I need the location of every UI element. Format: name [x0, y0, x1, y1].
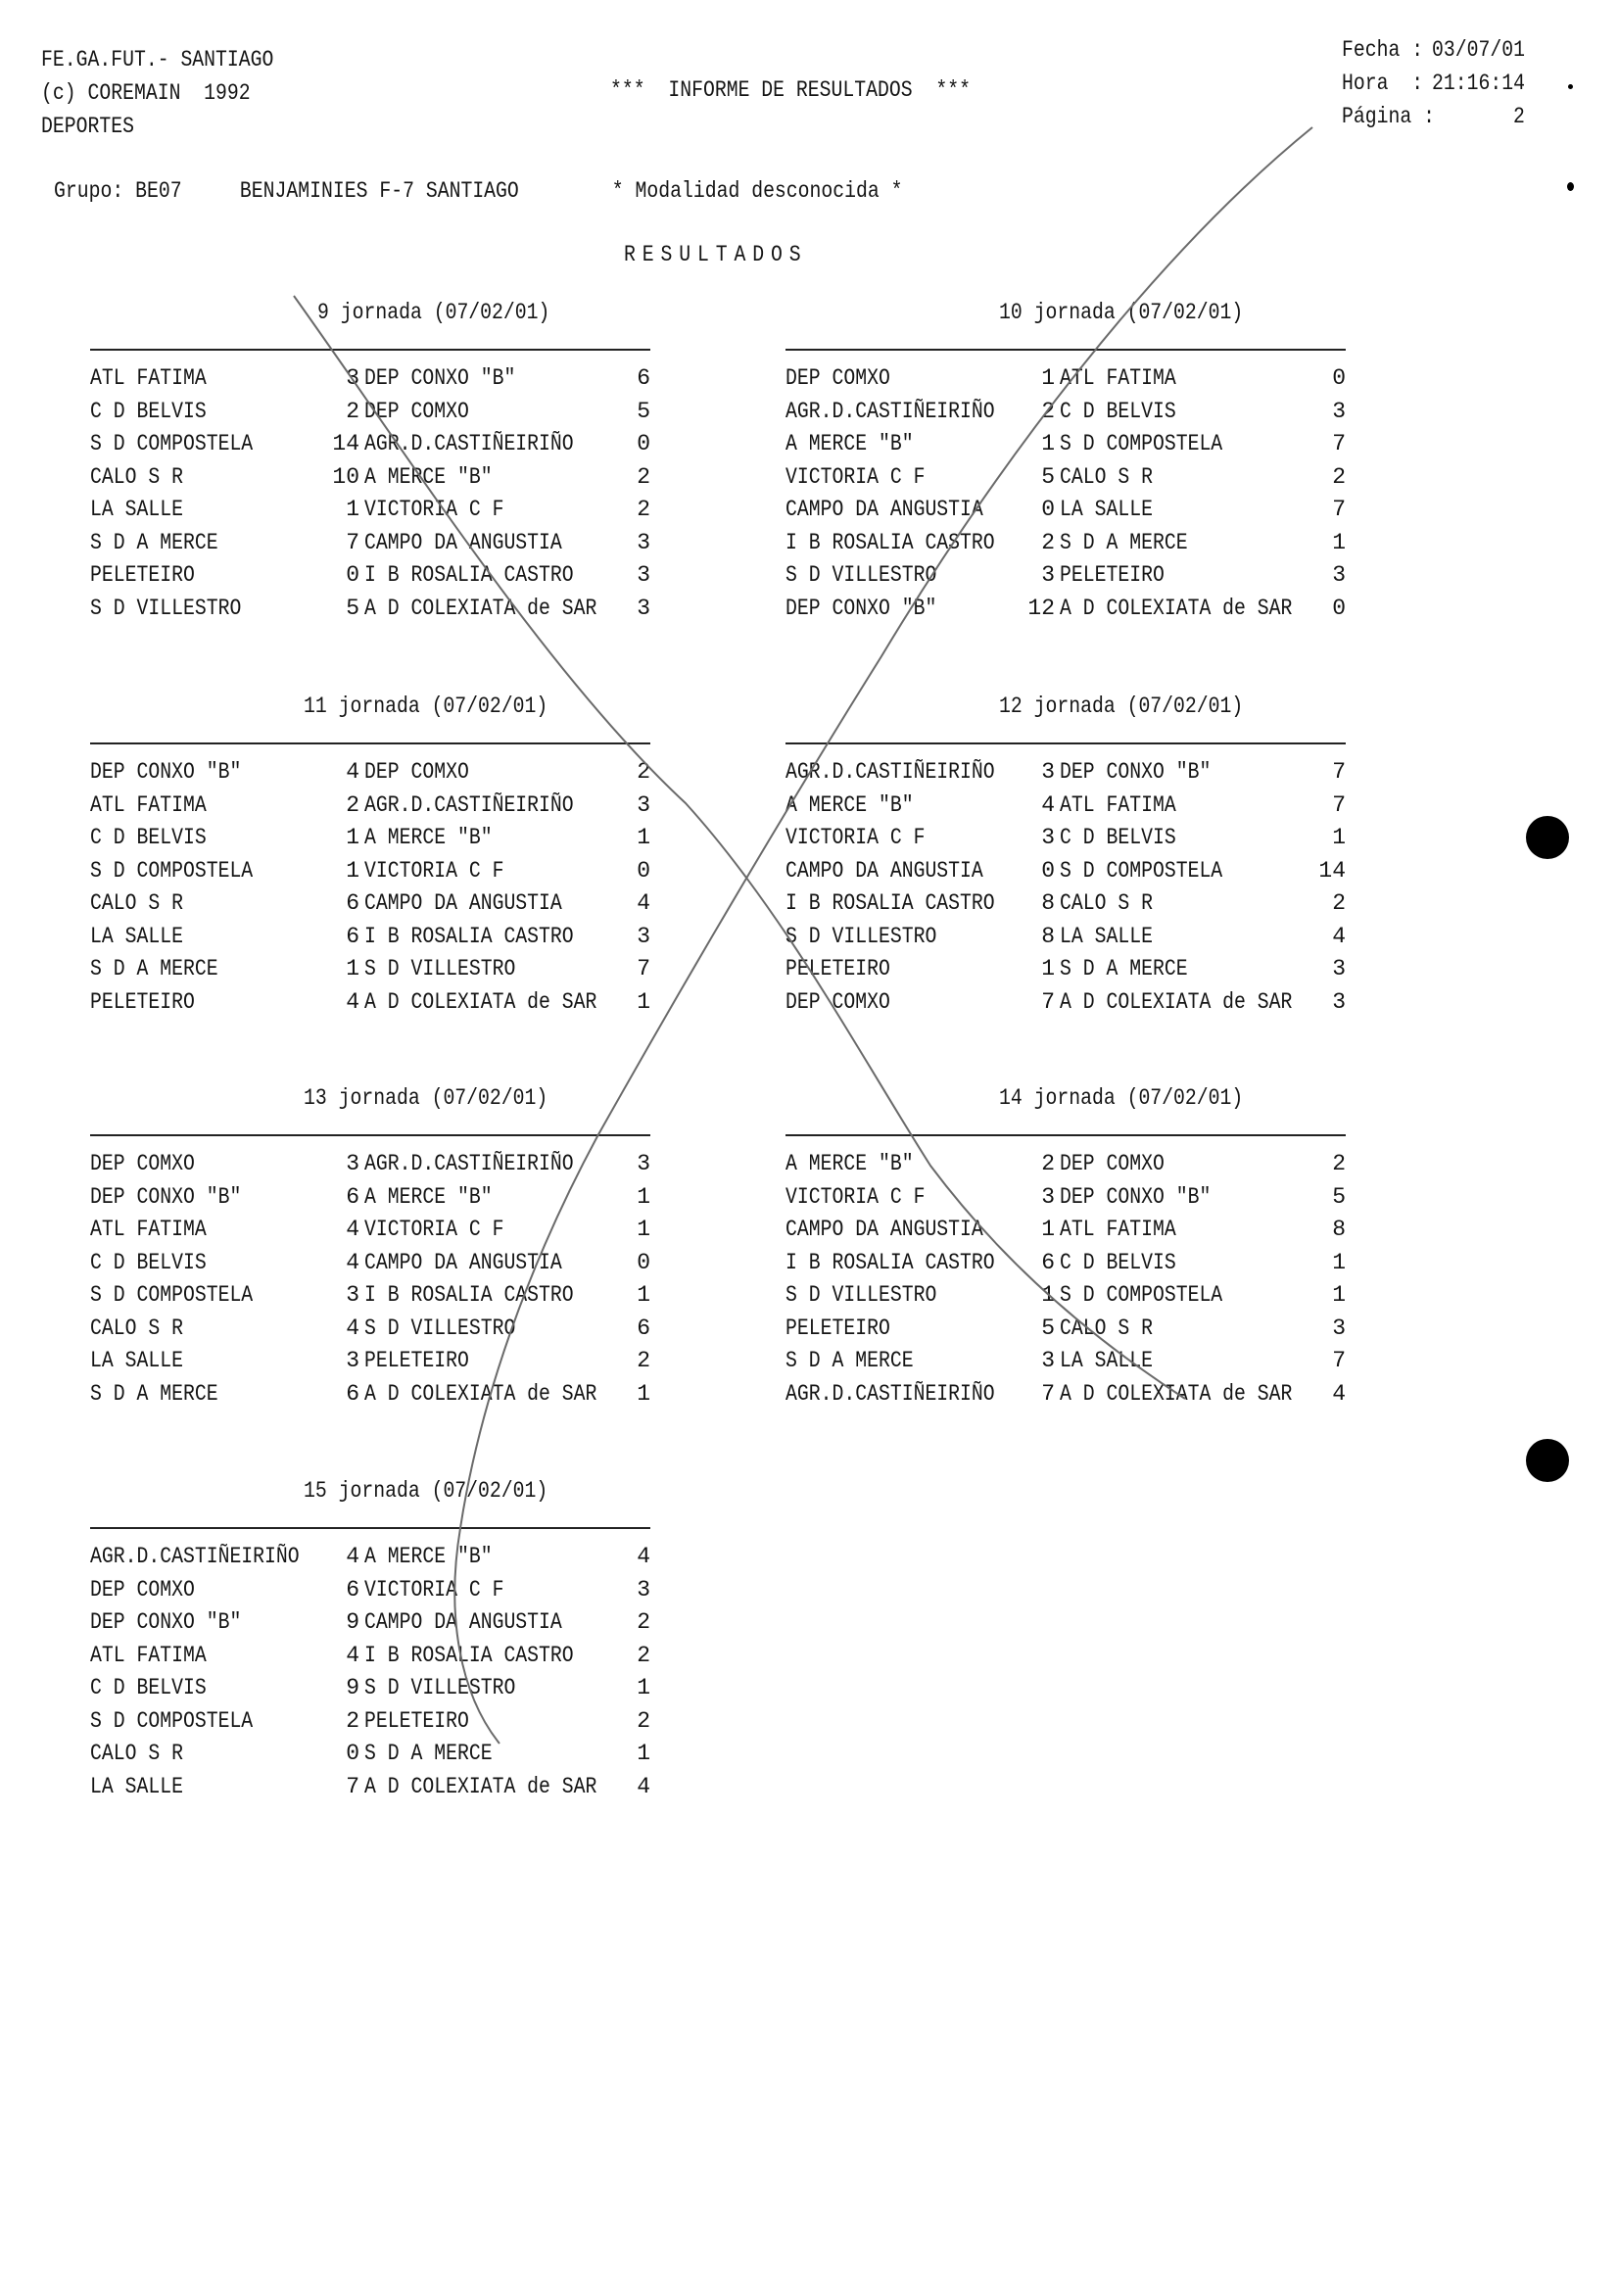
home-score: 0 [346, 1741, 359, 1766]
home-score: 3 [1041, 759, 1055, 785]
away-team: S D A MERCE [1060, 529, 1188, 555]
home-team: S D A MERCE [785, 1348, 914, 1373]
away-team: CALO S R [1060, 463, 1153, 490]
home-team: S D A MERCE [90, 529, 218, 555]
away-team: I B ROSALIA CASTRO [364, 562, 574, 588]
away-team: AGR.D.CASTIÑEIRIÑO [364, 1151, 574, 1176]
away-score: 7 [1332, 791, 1346, 818]
away-team: CAMPO DA ANGUSTIA [364, 1249, 562, 1275]
away-team: A D COLEXIATA de SAR [364, 595, 597, 621]
home-score: 8 [1041, 890, 1055, 916]
away-team: DEP CONXO "B" [364, 365, 516, 391]
home-score: 2 [1041, 398, 1055, 424]
round-title: 10 jornada (07/02/01) [999, 300, 1244, 325]
away-team: ATL FATIMA [1060, 1217, 1176, 1242]
home-team: LA SALLE [90, 497, 183, 522]
away-team: DEP CONXO "B" [1060, 759, 1212, 785]
home-score: 6 [346, 1576, 359, 1602]
home-team: AGR.D.CASTIÑEIRIÑO [785, 398, 995, 424]
home-team: DEP COMXO [90, 1576, 195, 1602]
away-team: A D COLEXIATA de SAR [364, 1773, 597, 1799]
away-score: 0 [1332, 595, 1346, 621]
away-score: 7 [1332, 759, 1346, 785]
home-score: 4 [1041, 791, 1055, 818]
away-score: 7 [1332, 431, 1346, 456]
home-team: S D VILLESTRO [90, 595, 242, 621]
home-team: S D VILLESTRO [785, 1282, 937, 1308]
away-score: 1 [637, 1183, 650, 1210]
away-team: A MERCE "B" [364, 1544, 493, 1569]
away-team: A MERCE "B" [364, 463, 493, 490]
home-team: S D A MERCE [90, 956, 218, 981]
home-score: 7 [1041, 1380, 1055, 1407]
home-team: AGR.D.CASTIÑEIRIÑO [785, 759, 995, 785]
away-score: 2 [1332, 890, 1346, 916]
home-score: 1 [1041, 1217, 1055, 1242]
home-score: 1 [346, 857, 359, 884]
away-score: 6 [637, 365, 650, 391]
away-score: 0 [1332, 365, 1346, 391]
round-title: 13 jornada (07/02/01) [304, 1085, 548, 1111]
home-score: 4 [346, 1217, 359, 1242]
away-team: VICTORIA C F [364, 497, 504, 522]
away-score: 14 [1318, 857, 1346, 884]
home-score: 12 [1027, 595, 1055, 621]
round-title: 9 jornada (07/02/01) [317, 300, 550, 325]
away-team: I B ROSALIA CASTRO [364, 1282, 574, 1308]
away-score: 7 [1332, 1348, 1346, 1373]
hora-label: Hora : [1342, 71, 1424, 96]
away-score: 1 [637, 1380, 650, 1407]
home-score: 0 [1041, 857, 1055, 884]
away-team: PELETEIRO [364, 1348, 469, 1373]
away-score: 4 [637, 1544, 650, 1569]
away-team: VICTORIA C F [364, 1217, 504, 1242]
home-team: C D BELVIS [90, 1249, 207, 1275]
away-score: 1 [637, 1675, 650, 1700]
pen-stroke-curve [454, 127, 1312, 1744]
group-line: Grupo: BE07 BENJAMINIES F-7 SANTIAGO * Modalidad desconocida * [54, 178, 903, 204]
away-team: S D A MERCE [1060, 956, 1188, 981]
away-team: VICTORIA C F [364, 857, 504, 884]
home-score: 6 [346, 1183, 359, 1210]
home-team: VICTORIA C F [785, 825, 926, 850]
away-team: A D COLEXIATA de SAR [364, 1380, 597, 1407]
away-score: 8 [1332, 1217, 1346, 1242]
pagina-label: Página : [1342, 104, 1435, 129]
away-score: 0 [637, 857, 650, 884]
away-score: 2 [637, 1642, 650, 1668]
home-team: DEP CONXO "B" [90, 759, 242, 785]
home-team: CAMPO DA ANGUSTIA [785, 857, 983, 884]
home-score: 6 [1041, 1249, 1055, 1275]
away-score: 2 [637, 1609, 650, 1635]
away-score: 3 [1332, 398, 1346, 424]
home-score: 3 [346, 365, 359, 391]
home-score: 4 [346, 1544, 359, 1569]
away-team: LA SALLE [1060, 497, 1153, 522]
away-score: 1 [1332, 825, 1346, 850]
away-score: 1 [1332, 529, 1346, 555]
away-team: AGR.D.CASTIÑEIRIÑO [364, 791, 574, 818]
home-team: CALO S R [90, 890, 183, 916]
home-team: DEP CONXO "B" [785, 595, 937, 621]
home-team: DEP COMXO [90, 1151, 195, 1176]
home-team: PELETEIRO [785, 956, 890, 981]
away-score: 1 [637, 825, 650, 850]
away-score: 3 [1332, 1315, 1346, 1341]
away-score: 2 [637, 1707, 650, 1734]
away-team: AGR.D.CASTIÑEIRIÑO [364, 431, 574, 456]
home-team: C D BELVIS [90, 825, 207, 850]
away-score: 3 [1332, 988, 1346, 1015]
round-title: 11 jornada (07/02/01) [304, 694, 548, 719]
home-score: 1 [346, 956, 359, 981]
home-team: I B ROSALIA CASTRO [785, 890, 995, 916]
away-score: 4 [637, 890, 650, 916]
away-team: DEP COMXO [1060, 1151, 1165, 1176]
away-team: S D VILLESTRO [364, 956, 516, 981]
away-score: 3 [637, 529, 650, 555]
home-team: A MERCE "B" [785, 1151, 914, 1176]
home-team: S D A MERCE [90, 1380, 218, 1407]
away-score: 1 [637, 988, 650, 1015]
home-team: S D COMPOSTELA [90, 1707, 254, 1734]
away-score: 0 [637, 1249, 650, 1275]
away-score: 3 [637, 595, 650, 621]
home-score: 1 [1041, 956, 1055, 981]
home-team: AGR.D.CASTIÑEIRIÑO [785, 1380, 995, 1407]
away-team: S D A MERCE [364, 1741, 493, 1766]
home-team: S D COMPOSTELA [90, 857, 254, 884]
header-copyright: (c) COREMAIN 1992 [41, 80, 251, 106]
away-score: 5 [1332, 1183, 1346, 1210]
away-score: 0 [637, 431, 650, 456]
home-score: 3 [1041, 1348, 1055, 1373]
away-score: 3 [1332, 956, 1346, 981]
away-team: S D COMPOSTELA [1060, 431, 1223, 456]
away-score: 2 [637, 1348, 650, 1373]
home-team: CALO S R [90, 463, 183, 490]
pen-stroke-diagonal [294, 296, 1185, 1399]
home-team: ATL FATIMA [90, 365, 207, 391]
away-team: A MERCE "B" [364, 1183, 493, 1210]
header-org: FE.GA.FUT.- SANTIAGO [41, 47, 274, 72]
away-team: CALO S R [1060, 1315, 1153, 1341]
away-team: S D COMPOSTELA [1060, 1282, 1223, 1308]
home-score: 5 [346, 595, 359, 621]
away-team: CALO S R [1060, 890, 1153, 916]
home-score: 7 [346, 529, 359, 555]
away-team: C D BELVIS [1060, 825, 1176, 850]
home-score: 4 [346, 759, 359, 785]
away-score: 2 [637, 759, 650, 785]
away-team: LA SALLE [1060, 1348, 1153, 1373]
hora-value: 21:16:14 [1432, 71, 1525, 96]
away-score: 3 [637, 923, 650, 949]
home-team: A MERCE "B" [785, 791, 914, 818]
home-score: 1 [346, 825, 359, 850]
away-team: A D COLEXIATA de SAR [1060, 595, 1293, 621]
home-team: CALO S R [90, 1741, 183, 1766]
home-team: LA SALLE [90, 923, 183, 949]
home-team: CAMPO DA ANGUSTIA [785, 497, 983, 522]
home-team: VICTORIA C F [785, 463, 926, 490]
home-team: ATL FATIMA [90, 1217, 207, 1242]
away-team: C D BELVIS [1060, 398, 1176, 424]
home-score: 5 [1041, 463, 1055, 490]
home-score: 6 [346, 923, 359, 949]
home-team: S D VILLESTRO [785, 923, 937, 949]
away-score: 3 [637, 1151, 650, 1176]
home-score: 4 [346, 1315, 359, 1341]
away-team: S D COMPOSTELA [1060, 857, 1223, 884]
away-team: ATL FATIMA [1060, 365, 1176, 391]
home-score: 4 [346, 988, 359, 1015]
home-score: 3 [346, 1151, 359, 1176]
pagina-value: 2 [1513, 104, 1525, 129]
home-team: A MERCE "B" [785, 431, 914, 456]
away-score: 5 [637, 398, 650, 424]
home-team: AGR.D.CASTIÑEIRIÑO [90, 1544, 300, 1569]
home-team: I B ROSALIA CASTRO [785, 529, 995, 555]
away-score: 2 [637, 463, 650, 490]
away-score: 4 [1332, 923, 1346, 949]
away-team: A D COLEXIATA de SAR [1060, 1380, 1293, 1407]
away-team: DEP COMXO [364, 398, 469, 424]
away-score: 1 [1332, 1249, 1346, 1275]
round-title: 14 jornada (07/02/01) [999, 1085, 1244, 1111]
header-department: DEPORTES [41, 114, 134, 139]
home-team: LA SALLE [90, 1773, 183, 1799]
home-team: ATL FATIMA [90, 791, 207, 818]
away-team: I B ROSALIA CASTRO [364, 923, 574, 949]
home-score: 9 [346, 1675, 359, 1700]
home-score: 8 [1041, 923, 1055, 949]
home-team: PELETEIRO [785, 1315, 890, 1341]
home-score: 7 [1041, 988, 1055, 1015]
home-score: 2 [1041, 1151, 1055, 1176]
report-title: *** INFORME DE RESULTADOS *** [610, 77, 971, 103]
fecha-label: Fecha : [1342, 37, 1424, 63]
home-team: C D BELVIS [90, 398, 207, 424]
away-team: PELETEIRO [1060, 562, 1165, 588]
fecha-value: 03/07/01 [1432, 37, 1525, 63]
home-score: 4 [346, 1249, 359, 1275]
home-team: LA SALLE [90, 1348, 183, 1373]
away-team: PELETEIRO [364, 1707, 469, 1734]
home-score: 3 [346, 1348, 359, 1373]
away-team: ATL FATIMA [1060, 791, 1176, 818]
home-score: 3 [1041, 1183, 1055, 1210]
home-team: S D VILLESTRO [785, 562, 937, 588]
home-team: DEP CONXO "B" [90, 1609, 242, 1635]
away-team: S D VILLESTRO [364, 1315, 516, 1341]
away-score: 3 [637, 1576, 650, 1602]
home-score: 6 [346, 1380, 359, 1407]
home-score: 2 [1041, 529, 1055, 555]
home-team: CAMPO DA ANGUSTIA [785, 1217, 983, 1242]
away-score: 2 [1332, 463, 1346, 490]
away-team: I B ROSALIA CASTRO [364, 1642, 574, 1668]
away-score: 1 [637, 1217, 650, 1242]
away-score: 1 [637, 1282, 650, 1308]
away-score: 1 [637, 1741, 650, 1766]
away-team: S D VILLESTRO [364, 1675, 516, 1700]
away-score: 1 [1332, 1282, 1346, 1308]
home-team: DEP COMXO [785, 365, 890, 391]
away-team: CAMPO DA ANGUSTIA [364, 1609, 562, 1635]
away-score: 2 [1332, 1151, 1346, 1176]
away-score: 3 [637, 562, 650, 588]
home-score: 4 [346, 1642, 359, 1668]
round-title: 15 jornada (07/02/01) [304, 1478, 548, 1504]
home-score: 2 [346, 1707, 359, 1734]
home-team: PELETEIRO [90, 988, 195, 1015]
away-team: VICTORIA C F [364, 1576, 504, 1602]
home-team: DEP COMXO [785, 988, 890, 1015]
away-score: 4 [1332, 1380, 1346, 1407]
away-team: A D COLEXIATA de SAR [1060, 988, 1293, 1015]
away-score: 6 [637, 1315, 650, 1341]
home-team: S D COMPOSTELA [90, 431, 254, 456]
home-team: ATL FATIMA [90, 1642, 207, 1668]
away-team: DEP CONXO "B" [1060, 1183, 1212, 1210]
home-score: 0 [1041, 497, 1055, 522]
home-team: DEP CONXO "B" [90, 1183, 242, 1210]
away-team: CAMPO DA ANGUSTIA [364, 529, 562, 555]
away-score: 4 [637, 1773, 650, 1799]
away-team: A MERCE "B" [364, 825, 493, 850]
home-team: PELETEIRO [90, 562, 195, 588]
home-score: 2 [346, 791, 359, 818]
home-score: 3 [1041, 825, 1055, 850]
home-score: 7 [346, 1773, 359, 1799]
home-team: I B ROSALIA CASTRO [785, 1249, 995, 1275]
home-score: 1 [1041, 365, 1055, 391]
home-score: 3 [346, 1282, 359, 1308]
home-team: C D BELVIS [90, 1675, 207, 1700]
home-score: 14 [332, 431, 359, 456]
home-score: 1 [1041, 1282, 1055, 1308]
away-score: 3 [1332, 562, 1346, 588]
home-team: VICTORIA C F [785, 1183, 926, 1210]
home-score: 5 [1041, 1315, 1055, 1341]
away-score: 7 [637, 956, 650, 981]
home-score: 6 [346, 890, 359, 916]
section-title: RESULTADOS [624, 242, 808, 267]
away-team: DEP COMXO [364, 759, 469, 785]
home-score: 3 [1041, 562, 1055, 588]
away-team: A D COLEXIATA de SAR [364, 988, 597, 1015]
away-team: CAMPO DA ANGUSTIA [364, 890, 562, 916]
home-team: S D COMPOSTELA [90, 1282, 254, 1308]
away-team: LA SALLE [1060, 923, 1153, 949]
away-team: C D BELVIS [1060, 1249, 1176, 1275]
home-team: CALO S R [90, 1315, 183, 1341]
home-score: 2 [346, 398, 359, 424]
home-score: 9 [346, 1609, 359, 1635]
home-score: 0 [346, 562, 359, 588]
away-score: 7 [1332, 497, 1346, 522]
away-score: 3 [637, 791, 650, 818]
round-title: 12 jornada (07/02/01) [999, 694, 1244, 719]
home-score: 10 [332, 463, 359, 490]
home-score: 1 [346, 497, 359, 522]
home-score: 1 [1041, 431, 1055, 456]
away-score: 2 [637, 497, 650, 522]
